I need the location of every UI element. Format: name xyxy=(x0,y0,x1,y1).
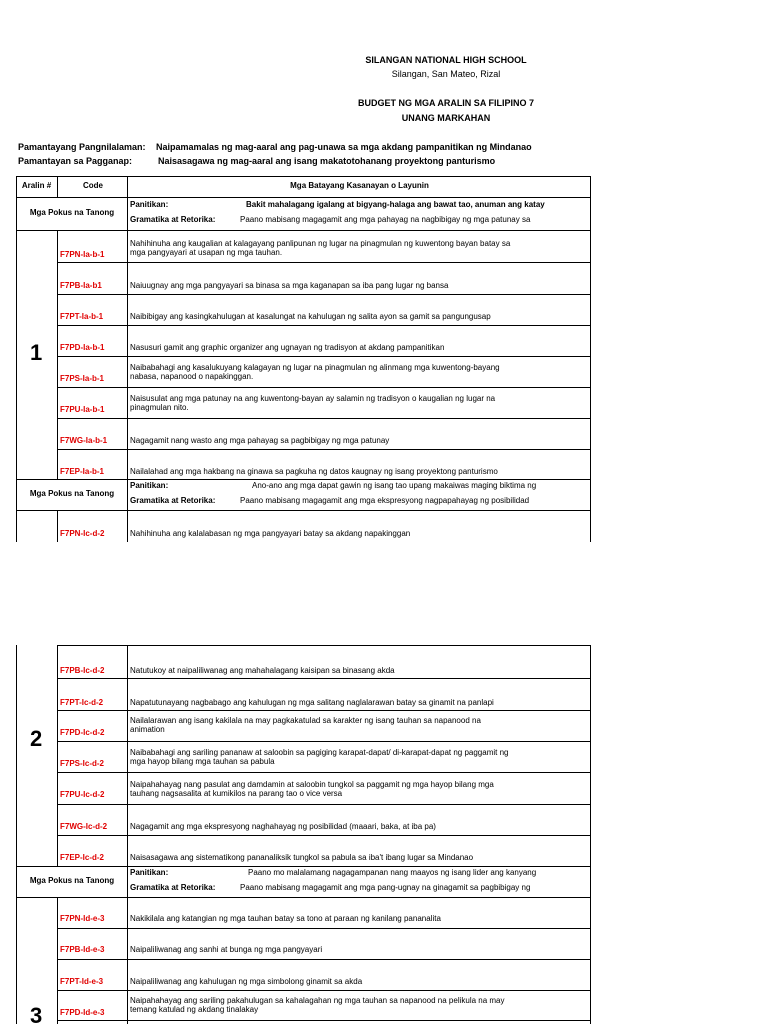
divider xyxy=(57,990,591,991)
competency-text: Nahihinuha ang kalalabasan ng mga pangyayari batay sa akdang napakinggan xyxy=(130,529,411,538)
competency-code: F7PU-Ic-d-2 xyxy=(60,790,105,799)
panitikan-question: Ano-ano ang mga dapat gawin ng isang tao upang makaiwas maging biktima ng xyxy=(252,481,537,490)
divider xyxy=(57,325,591,326)
competency-text: Napatutunayang nagbabago ang kahulugan ng mga salitang naglalarawan batay sa ginamit na panlapi xyxy=(130,698,494,707)
pangnilalaman-text: Naipamamalas ng mag-aaral ang pag-unawa sa mga akdang pampanitikan ng Mindanao xyxy=(156,142,532,152)
competency-text: Naibabahagi ang sariling pananaw at saloobin sa pagiging karapat-dapat/ di-karapat-dapat ng paggamit ng mga hayop bilang mga tauhan sa pabula xyxy=(130,748,509,766)
aralin-header: Aralin # xyxy=(21,181,52,190)
competency-text: Nagagamit ang mga ekspresyong naghahayag ng posibilidad (maaari, baka, at iba pa) xyxy=(130,822,436,831)
lesson-number: 2 xyxy=(30,726,43,751)
competency-code: F7EP-Ia-b-1 xyxy=(60,467,105,476)
competency-text: Nahihinuha ang kaugalian at kalagayang panlipunan ng lugar na pinagmulan ng kuwentong bayan batay sa mga pangyayari at usapan ng mga tauhan. xyxy=(130,239,511,257)
divider xyxy=(127,176,128,198)
competency-text: Nakikilala ang katangian ng mga tauhan batay sa tono at paraan ng kanilang pananalita xyxy=(130,914,441,923)
divider xyxy=(57,387,591,388)
competency-code: F7PB-Id-e-3 xyxy=(60,945,105,954)
divider xyxy=(57,510,58,542)
competency-code: F7PS-Ic-d-2 xyxy=(60,759,105,768)
competency-code: F7PN-Ic-d-2 xyxy=(60,529,105,538)
code-header: Code xyxy=(83,181,103,190)
gramatika-label: Gramatika at Retorika: xyxy=(130,883,216,892)
divider xyxy=(57,959,591,960)
competency-text: Naipahahayag ang sariling pakahulugan sa kahalagahan ng mga tauhan sa napanood na pelikula na may temang katulad ng akdang tinalakay xyxy=(130,996,505,1014)
divider xyxy=(57,356,591,357)
competency-code: F7WG-Ic-d-2 xyxy=(60,822,108,831)
pokus-label: Mga Pokus na Tanong xyxy=(29,489,115,498)
divider xyxy=(57,928,591,929)
divider xyxy=(16,197,591,198)
divider xyxy=(57,710,591,711)
divider xyxy=(57,804,591,805)
divider xyxy=(57,897,58,1024)
gramatika-question: Paano mabisang magagamit ang mga pang-ugnay na ginagamit sa pagbibigay ng xyxy=(240,883,531,892)
competency-code: F7PS-Ia-b-1 xyxy=(60,374,105,383)
divider xyxy=(57,645,591,646)
competency-code: F7PD-Ia-b-1 xyxy=(60,343,105,352)
competency-text: Nailalarawan ang isang kakilala na may pagkakatulad sa karakter ng isang tauhan sa napanood na animation xyxy=(130,716,481,734)
layunin-header: Mga Batayang Kasanayan o Layunin xyxy=(290,181,429,190)
lesson-number: 1 xyxy=(30,340,43,365)
competency-text: Naisasagawa ang sistematikong pananaliksik tungkol sa pabula sa iba't ibang lugar sa Mindanao xyxy=(130,853,474,862)
competency-text: Nasusuri gamit ang graphic organizer ang ugnayan ng tradisyon at akdang pampanitikan xyxy=(130,343,445,352)
divider xyxy=(16,230,591,231)
competency-text: Naibabahagi ang kasalukuyang kalagayan ng lugar na pinagmulan ng alinmang mga kuwentong-bayang nabasa, napanood o napakinggan. xyxy=(130,363,500,381)
panitikan-label: Panitikan: xyxy=(130,200,169,209)
divider xyxy=(127,197,128,230)
competency-code: F7PN-Ia-b-1 xyxy=(60,250,105,259)
competency-text: Naisusulat ang mga patunay na ang kuwentong-bayan ay salamin ng tradisyon o kaugalian ng lugar na pinagmulan nito. xyxy=(130,394,496,412)
divider xyxy=(57,449,591,450)
divider xyxy=(57,1020,591,1021)
divider xyxy=(16,866,591,867)
panitikan-label: Panitikan: xyxy=(130,868,169,877)
school-address: Silangan, San Mateo, Rizal xyxy=(391,69,501,79)
divider xyxy=(57,835,591,836)
divider xyxy=(16,645,17,1024)
divider xyxy=(57,176,58,198)
divider xyxy=(16,479,591,480)
gramatika-label: Gramatika at Retorika: xyxy=(130,215,216,224)
competency-text: Naiuugnay ang mga pangyayari sa binasa sa mga kaganapan sa iba pang lugar ng bansa xyxy=(130,281,449,290)
panitikan-question: Bakit mahalagang igalang at bigyang-halaga ang bawat tao, anuman ang katay xyxy=(246,200,545,209)
panitikan-label: Panitikan: xyxy=(130,481,169,490)
competency-code: F7PN-Id-e-3 xyxy=(60,914,105,923)
pangnilalaman-label: Pamantayang Pangnilalaman: xyxy=(18,142,146,152)
competency-text: Nagagamit nang wasto ang mga pahayag sa pagbibigay ng mga patunay xyxy=(130,436,390,445)
divider xyxy=(127,230,128,479)
divider xyxy=(127,897,128,1024)
divider xyxy=(57,772,591,773)
competency-code: F7PU-Ia-b-1 xyxy=(60,405,105,414)
competency-code: F7PB-Ia-b1 xyxy=(60,281,102,290)
competency-text: Naibibigay ang kasingkahulugan at kasalungat na kahulugan ng salita ayon sa gamit sa pangungusap xyxy=(130,312,491,321)
divider xyxy=(57,230,58,479)
competency-code: F7PD-Ic-d-2 xyxy=(60,728,105,737)
quarter-label: UNANG MARKAHAN xyxy=(401,113,491,123)
pokus-label: Mga Pokus na Tanong xyxy=(29,876,115,885)
divider xyxy=(16,510,591,511)
gramatika-label: Gramatika at Retorika: xyxy=(130,496,216,505)
competency-code: F7PB-Ic-d-2 xyxy=(60,666,105,675)
pokus-label: Mga Pokus na Tanong xyxy=(29,208,115,217)
divider xyxy=(127,866,128,897)
competency-text: Naipahahayag nang pasulat ang damdamin at saloobin tungkol sa paggamit ng mga hayop bilang mga tauhang nagsasalita at kumikilos na parang tao o vice versa xyxy=(130,780,494,798)
gramatika-question: Paano mabisang magagamit ang mga pahayag na nagbibigay ng mga patunay sa xyxy=(240,215,531,224)
school-name: SILANGAN NATIONAL HIGH SCHOOL xyxy=(365,55,527,65)
competency-code: F7PT-Ia-b-1 xyxy=(60,312,104,321)
pagganap-text: Naisasagawa ng mag-aaral ang isang makatotohanang proyektong panturismo xyxy=(158,156,496,166)
divider xyxy=(57,262,591,263)
competency-code: F7PD-Id-e-3 xyxy=(60,1008,105,1017)
competency-text: Naipaliliwanag ang sanhi at bunga ng mga pangyayari xyxy=(130,945,323,954)
panitikan-question: Paano mo malalamang nagagampanan nang maayos ng isang lider ang kanyang xyxy=(248,868,537,877)
competency-code: F7EP-Ic-d-2 xyxy=(60,853,105,862)
divider xyxy=(16,897,591,898)
divider xyxy=(57,678,591,679)
gramatika-question: Paano mabisang magagamit ang mga ekspresyong nagpapahayag ng posibilidad xyxy=(240,496,530,505)
competency-text: Naipaliliwanag ang kahulugan ng mga simbolong ginamit sa akda xyxy=(130,977,363,986)
competency-code: F7PT-Ic-d-2 xyxy=(60,698,104,707)
divider xyxy=(57,418,591,419)
divider xyxy=(57,741,591,742)
competency-code: F7WG-Ia-b-1 xyxy=(60,436,108,445)
competency-text: Nailalahad ang mga hakbang na ginawa sa pagkuha ng datos kaugnay ng isang proyektong panturismo xyxy=(130,467,498,476)
divider xyxy=(127,510,128,542)
divider xyxy=(127,479,128,510)
divider xyxy=(57,294,591,295)
document-title: BUDGET NG MGA ARALIN SA FILIPINO 7 xyxy=(357,98,534,108)
competency-code: F7PT-Id-e-3 xyxy=(60,977,104,986)
pagganap-label: Pamantayan sa Pagganap: xyxy=(18,156,133,166)
competency-text: Natutukoy at naipaliliwanag ang mahahalagang kaisipan sa binasang akda xyxy=(130,666,395,675)
lesson-number: 3 xyxy=(30,1003,43,1028)
